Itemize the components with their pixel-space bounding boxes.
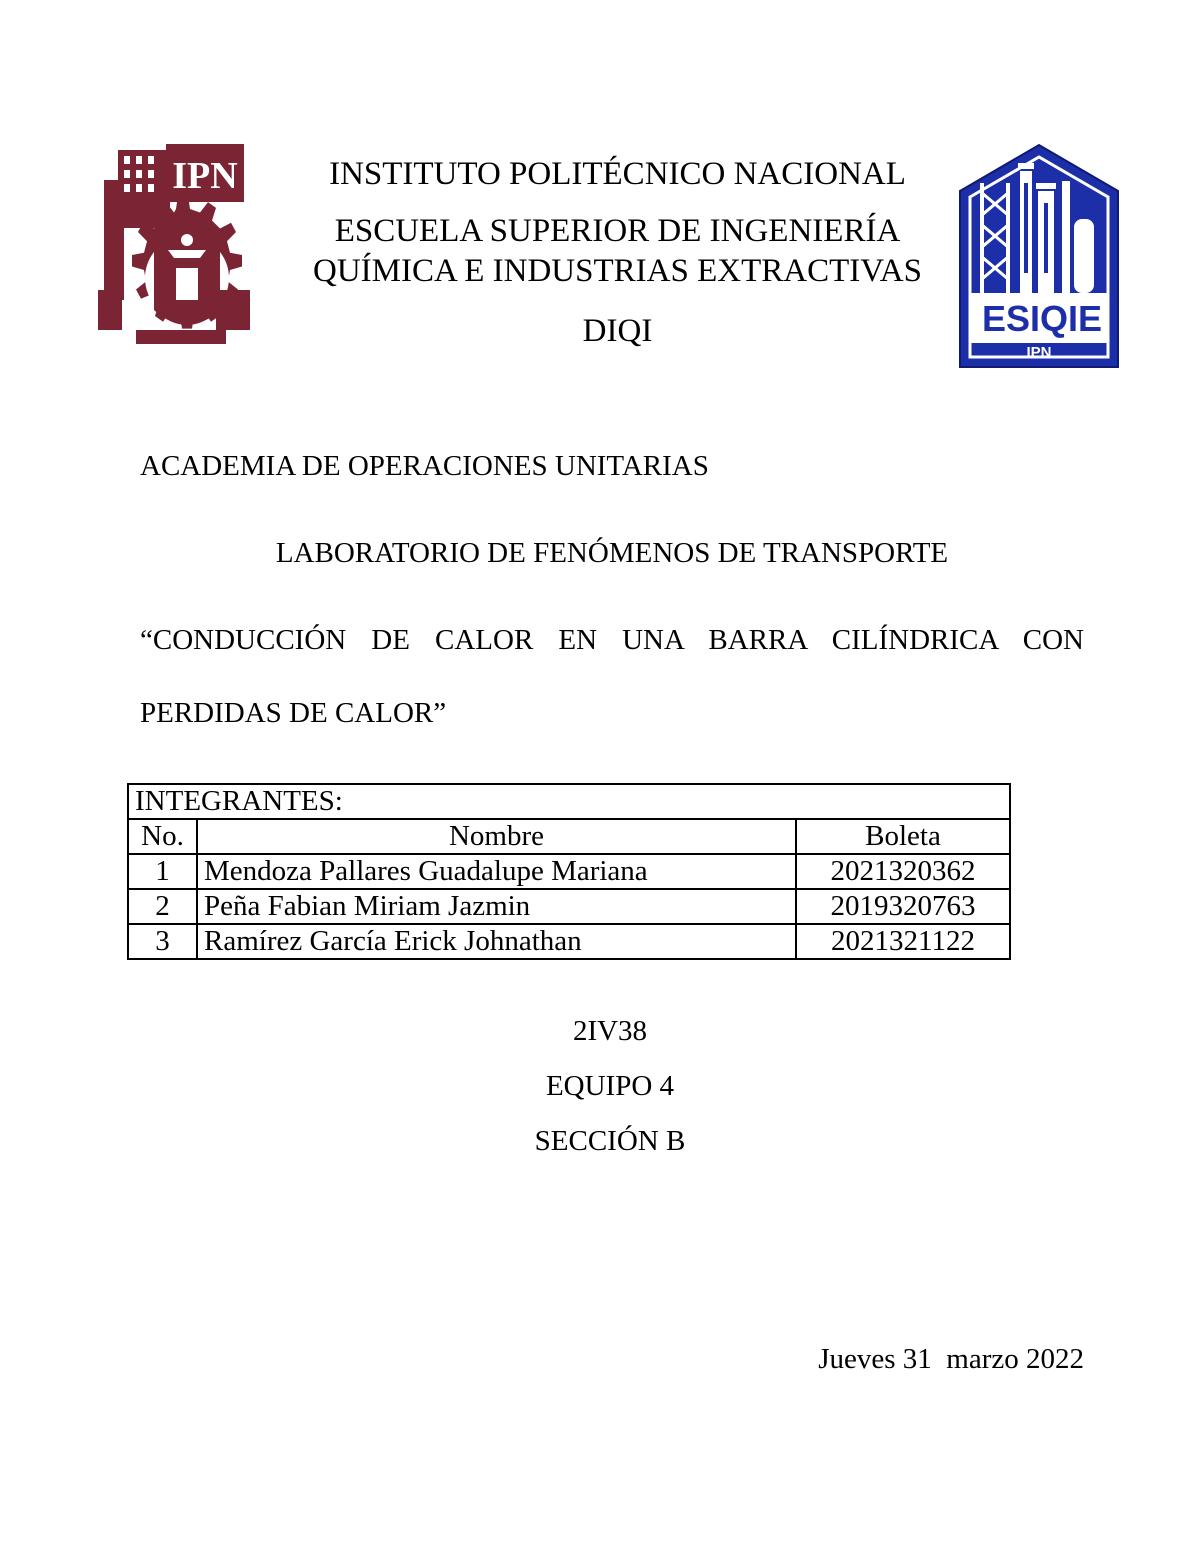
section-label: SECCIÓN B bbox=[534, 1125, 686, 1157]
row-name: Ramírez García Erick Johnathan bbox=[197, 924, 796, 959]
row-no: 1 bbox=[128, 854, 197, 889]
row-boleta: 2021321122 bbox=[796, 924, 1010, 959]
date-text: Jueves 31 marzo 2022 bbox=[818, 1343, 1084, 1375]
table-row bbox=[128, 924, 1010, 959]
department-name: DIQI bbox=[582, 313, 653, 349]
header-no: No. bbox=[128, 819, 197, 854]
team-number: EQUIPO 4 bbox=[545, 1070, 675, 1102]
academy-name: ACADEMIA DE OPERACIONES UNITARIAS bbox=[140, 450, 709, 482]
esiqie-logo-subtext: IPN bbox=[1026, 344, 1052, 361]
practice-title-line1: “CONDUCCIÓN DE CALOR EN UNA BARRA CILÍNDRICA CON bbox=[140, 624, 1084, 656]
row-no: 2 bbox=[128, 889, 197, 924]
ipn-logo bbox=[96, 140, 260, 368]
esiqie-logo-text: ESIQIE bbox=[981, 298, 1103, 339]
institute-name: INSTITUTO POLITÉCNICO NACIONAL bbox=[329, 156, 906, 192]
table-header-row bbox=[128, 819, 1010, 854]
row-name: Mendoza Pallares Guadalupe Mariana bbox=[197, 854, 796, 889]
table-row bbox=[128, 854, 1010, 889]
row-boleta: 2019320763 bbox=[796, 889, 1010, 924]
school-name-line2: QUÍMICA E INDUSTRIAS EXTRACTIVAS bbox=[312, 253, 922, 289]
header-boleta: Boleta bbox=[796, 819, 1010, 854]
practice-title-line2: PERDIDAS DE CALOR” bbox=[140, 697, 447, 729]
group-code: 2IV38 bbox=[572, 1015, 648, 1047]
ipn-logo-text: IPN bbox=[172, 155, 238, 197]
school-name-line1: ESCUELA SUPERIOR DE INGENIERÍA bbox=[334, 213, 901, 249]
members-table bbox=[127, 783, 1011, 960]
table-caption: INTEGRANTES: bbox=[128, 784, 1010, 819]
header-name: Nombre bbox=[197, 819, 796, 854]
esiqie-logo bbox=[958, 143, 1120, 369]
row-boleta: 2021320362 bbox=[796, 854, 1010, 889]
table-caption-row bbox=[128, 784, 1010, 819]
laboratory-name: LABORATORIO DE FENÓMENOS DE TRANSPORTE bbox=[275, 537, 949, 569]
row-no: 3 bbox=[128, 924, 197, 959]
row-name: Peña Fabian Miriam Jazmin bbox=[197, 889, 796, 924]
table-row bbox=[128, 889, 1010, 924]
